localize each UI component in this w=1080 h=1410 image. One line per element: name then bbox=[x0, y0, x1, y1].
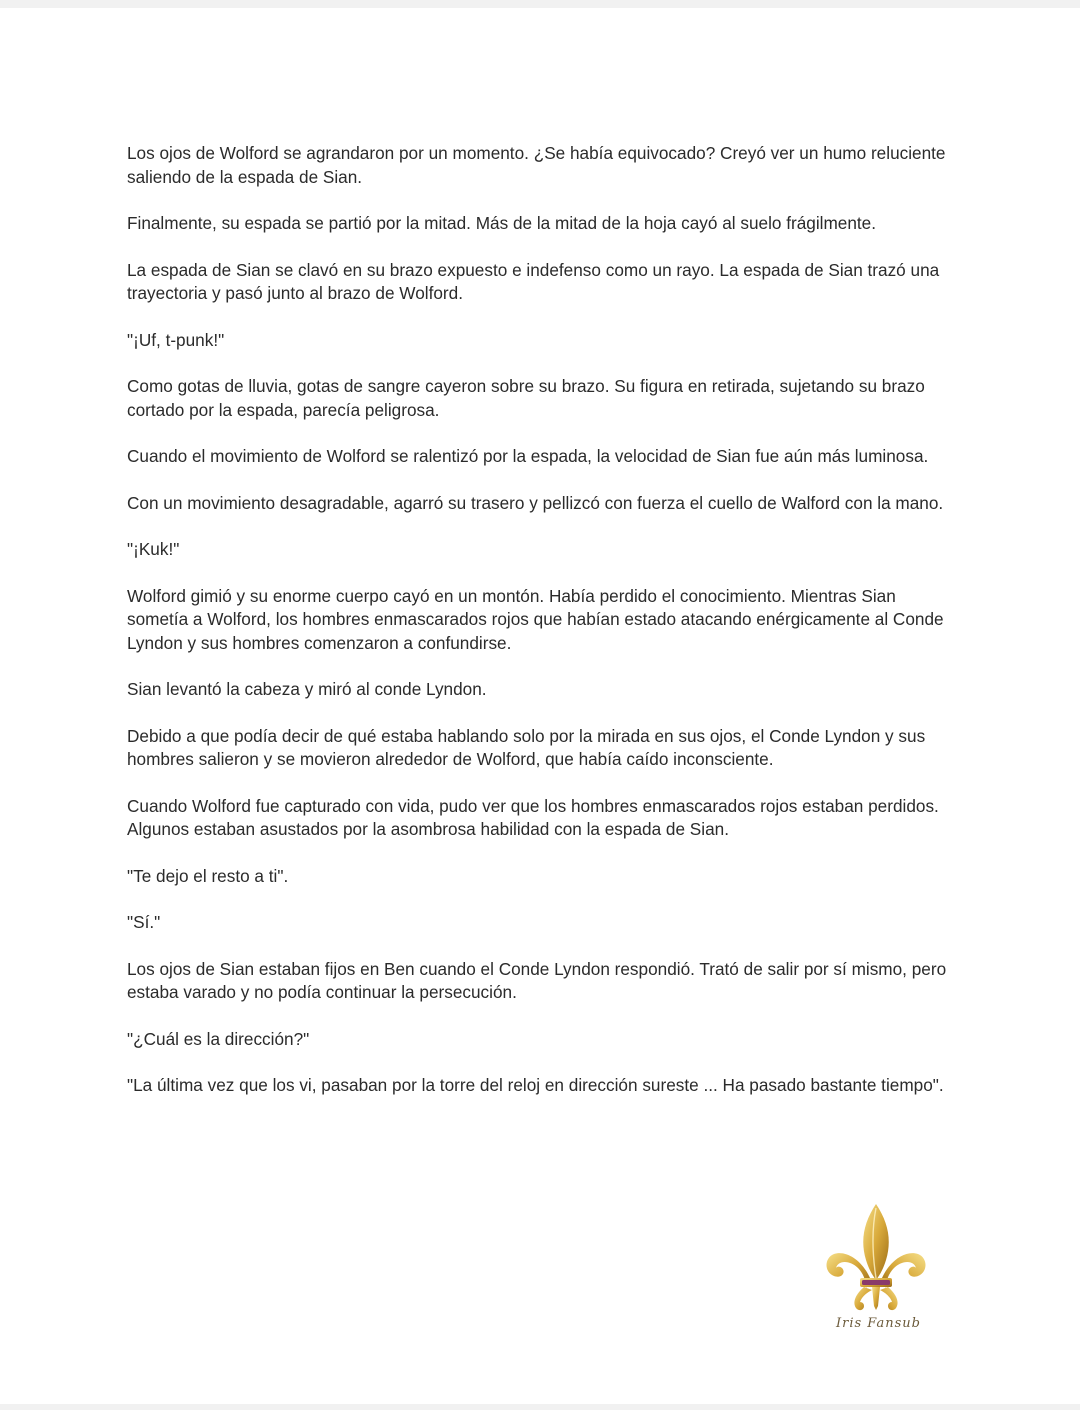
paragraph: Wolford gimió y su enorme cuerpo cayó en un montón. Había perdido el conocimiento. Mientras Sian sometía a Wolford, los hombres enmascarados rojos que habían estado atacando enérgicamente al Conde Lyndon y sus hombres comenzaron a confundirse. bbox=[127, 585, 944, 653]
paragraph: Los ojos de Sian estaban fijos en Ben cuando el Conde Lyndon respondió. Trató de salir por sí mismo, pero estaba varado y no podía continuar la persecución. bbox=[127, 958, 947, 1002]
paragraph: "¡Kuk!" bbox=[127, 539, 180, 559]
signature: Iris Fansub bbox=[836, 1316, 921, 1331]
paragraph: "¿Cuál es la dirección?" bbox=[127, 1028, 310, 1049]
paragraph: Como gotas de lluvia, gotas de sangre cayeron sobre su brazo. Su figura en retirada, sujetando su brazo cortado por la espada, parecía peligrosa. bbox=[127, 376, 925, 420]
paragraph: Debido a que podía decir de qué estaba hablando solo por la mirada en sus ojos, el Conde Lyndon y sus hombres salieron y se movieron alrededor de Wolford, que había caído inconsciente. bbox=[127, 725, 926, 769]
document-body bbox=[127, 142, 957, 1121]
paragraph: Finalmente, su espada se partió por la mitad. Más de la mitad de la hoja cayó al suelo frágilmente. bbox=[127, 213, 877, 233]
paragraph: "Sí." bbox=[127, 912, 161, 932]
paragraph: "La última vez que los vi, pasaban por la torre del reloj en dirección sureste ... Ha pasado bastante tiempo". bbox=[127, 1075, 944, 1095]
paragraph: Sian levantó la cabeza y miró al conde Lyndon. bbox=[127, 679, 487, 699]
paragraph: Cuando Wolford fue capturado con vida, pudo ver que los hombres enmascarados rojos estaban perdidos. Algunos estaban asustados por la asombrosa habilidad con la espada de Sian. bbox=[127, 795, 939, 839]
paragraph: Los ojos de Wolford se agrandaron por un momento. ¿Se había equivocado? Creyó ver un humo reluciente saliendo de la espada de Sian. bbox=[127, 143, 946, 187]
paragraph: "¡Uf, t-punk!" bbox=[127, 329, 225, 350]
paragraph: Cuando el movimiento de Wolford se ralentizó por la espada, la velocidad de Sian fue aún más luminosa. bbox=[127, 446, 929, 466]
paragraph: La espada de Sian se clavó en su brazo expuesto e indefenso como un rayo. La espada de Sian trazó una trayectoria y pasó junto al brazo de Wolford. bbox=[127, 259, 940, 303]
paragraph: "Te dejo el resto a ti". bbox=[127, 865, 289, 886]
fansub-logo bbox=[816, 1198, 936, 1348]
paragraph: Con un movimiento desagradable, agarró su trasero y pellizcó con fuerza el cuello de Walford con la mano. bbox=[127, 492, 944, 513]
document-page bbox=[0, 8, 1080, 1404]
